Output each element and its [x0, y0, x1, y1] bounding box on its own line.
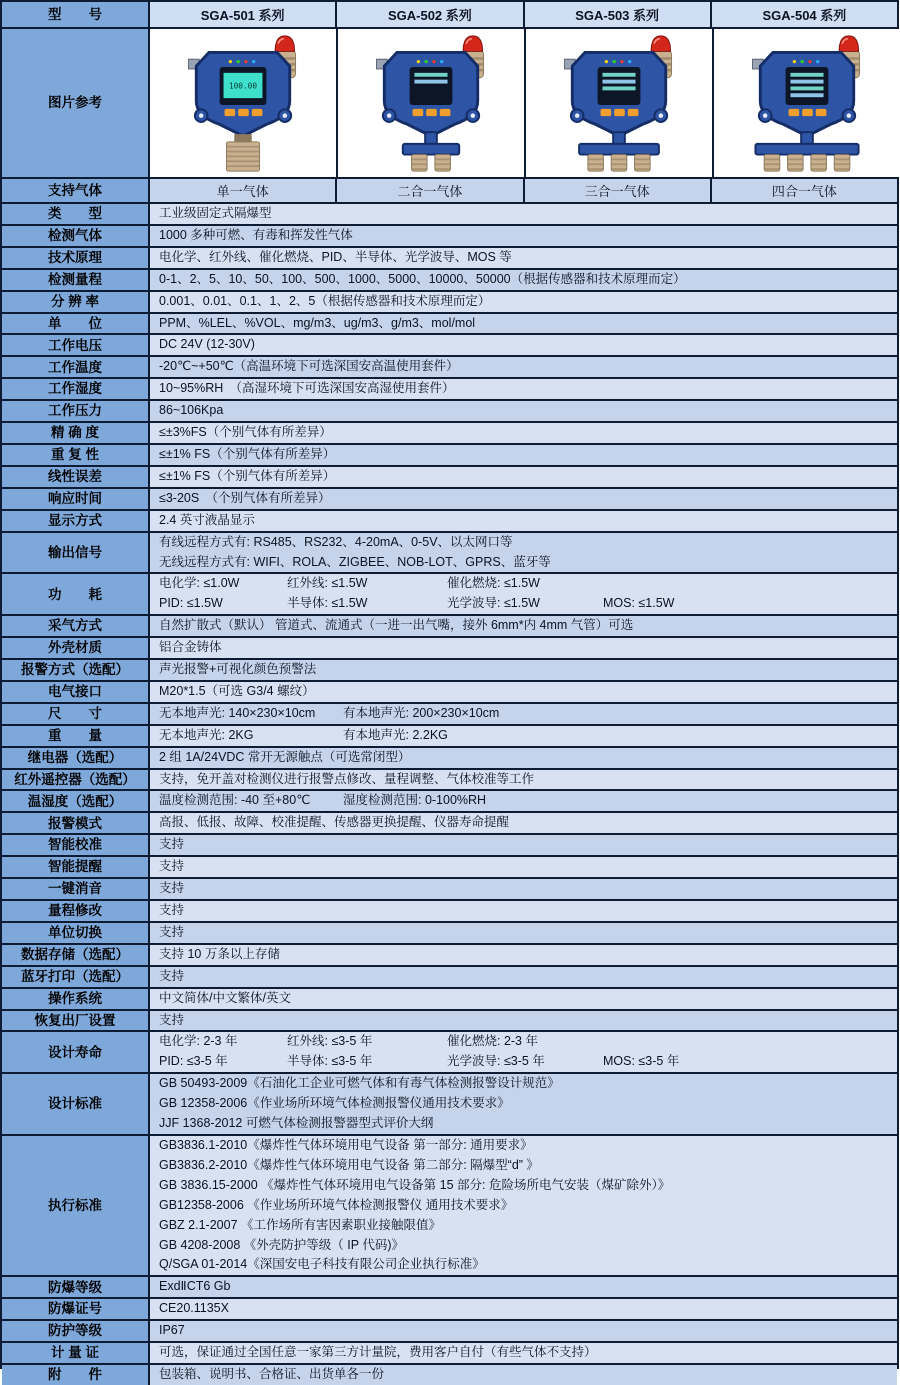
spec-row-19 [2, 638, 897, 660]
row-value [150, 989, 897, 1009]
row-value [150, 791, 897, 811]
value-segment: ≤±3%FS（个别气体有所差异） [159, 425, 332, 440]
value-segment: DC 24V (12-30V) [159, 337, 255, 352]
front-buttons [225, 109, 263, 116]
spec-row-14 [2, 489, 897, 511]
value-line [159, 1255, 893, 1275]
spec-row-15 [2, 511, 897, 533]
row-label-model: 型 号 [2, 2, 150, 27]
row-label: 外壳材质 [2, 638, 150, 658]
value-segment: PID: ≤3-5 年 [159, 1054, 228, 1069]
value-line [159, 553, 893, 573]
spec-row-35 [2, 989, 897, 1011]
gas-detector-illustration [714, 31, 900, 175]
value-segment: 支持 [159, 837, 185, 852]
row-label: 防爆证号 [2, 1299, 150, 1319]
value-segment: ExdⅡCT6 Gb [159, 1279, 231, 1294]
row-value [150, 401, 897, 421]
value-segment: PPM、%LEL、%VOL、mg/m3、ug/m3、g/m3、mol/mol [159, 315, 476, 330]
value-segment: 工业级固定式隔爆型 [159, 206, 272, 220]
value-line [159, 594, 893, 614]
value-segment: GB3836.1-2010《爆炸性气体环境用电气设备 第一部分: 通用要求》 [159, 1137, 533, 1152]
value-line [159, 1052, 893, 1072]
spec-row-5 [2, 292, 897, 314]
value-line [159, 726, 893, 746]
value-segment: 无本地声光: 2KG [159, 727, 254, 742]
row-label: 红外遥控器（选配） [2, 770, 150, 790]
row-label: 量程修改 [2, 901, 150, 921]
row-value [150, 616, 897, 636]
row-label: 防爆等级 [2, 1277, 150, 1297]
row-value [150, 835, 897, 855]
value-segment: 可选，保证通过全国任意一家第三方计量院，费用客户自付（有些气体不支持） [159, 1345, 597, 1360]
value-segment: 支持 [159, 903, 185, 917]
lcd-screen [410, 67, 453, 105]
row-label: 重 量 [2, 726, 150, 746]
value-line [159, 1236, 893, 1256]
value-segment: 支持 [159, 881, 185, 896]
value-segment: M20*1.5（可选 G3/4 螺纹） [159, 683, 315, 698]
spec-row-40 [2, 1277, 897, 1299]
row-value [150, 533, 897, 573]
value-segment: 半导体: ≤3-5 年 [287, 1054, 373, 1069]
value-segment: 支持 [159, 859, 185, 874]
value-segment: GB3836.2-2010《爆炸性气体环境用电气设备 第二部分: 隔爆型“d” 》 [159, 1157, 539, 1172]
value-line [159, 967, 893, 987]
row-label: 输出信号 [2, 533, 150, 573]
value-line [159, 660, 893, 680]
row-value [150, 489, 897, 509]
spec-row-44 [2, 1365, 897, 1385]
spec-row-31 [2, 901, 897, 923]
value-segment: GB 4208-2008 《外壳防护等级（ IP 代码)》 [159, 1237, 404, 1252]
value-line [159, 704, 893, 724]
value-line [159, 248, 893, 268]
spec-row-12 [2, 445, 897, 467]
row-label: 检测气体 [2, 226, 150, 246]
spec-row-42 [2, 1321, 897, 1343]
value-line [159, 835, 893, 855]
value-line [159, 989, 893, 1009]
value-segment: 有线远程方式有: RS485、RS232、4-20mA、0-5V、以太网口等 [159, 534, 513, 549]
spec-row-18 [2, 616, 897, 638]
model-header-sga-502: SGA-502 系列 [337, 2, 524, 27]
value-segment: 湿度检测范围: 0-100%RH [343, 793, 487, 808]
row-label: 继电器（选配） [2, 748, 150, 768]
spec-row-8 [2, 357, 897, 379]
row-value [150, 226, 897, 246]
row-value [150, 379, 897, 399]
value-line [159, 445, 893, 465]
value-line [159, 1365, 893, 1385]
value-segment: 2 组 1A/24VDC 常开无源触点（可选常闭型） [159, 749, 411, 764]
value-segment: ≤3-20S （个别气体有所差异） [159, 490, 331, 505]
spec-row-10 [2, 401, 897, 423]
row-label: 单位切换 [2, 923, 150, 943]
value-line [159, 423, 893, 443]
value-line [159, 1176, 893, 1196]
spec-row-27 [2, 813, 897, 835]
spec-row-39 [2, 1136, 897, 1277]
row-value [150, 726, 897, 746]
spec-row-43 [2, 1343, 897, 1365]
value-line [159, 1136, 893, 1156]
value-segment: 催化燃烧: 2-3 年 [447, 1034, 538, 1049]
row-label: 设计标准 [2, 1074, 150, 1134]
spec-row-37 [2, 1032, 897, 1074]
row-label: 计 量 证 [2, 1343, 150, 1363]
value-line [159, 511, 893, 531]
spec-row-29 [2, 857, 897, 879]
row-label: 电气接口 [2, 682, 150, 702]
row-value [150, 423, 897, 443]
row-value [150, 1136, 897, 1275]
supported-gas-row [2, 179, 897, 204]
model-header-sga-501: SGA-501 系列 [150, 2, 337, 27]
row-value [150, 1321, 897, 1341]
row-label: 显示方式 [2, 511, 150, 531]
value-segment: 无线远程方式有: WIFI、ROLA、ZIGBEE、NOB-LOT、GPRS、蓝牙等 [159, 554, 551, 569]
value-segment: MOS: ≤3-5 年 [603, 1054, 680, 1069]
value-line [159, 357, 893, 377]
value-line [159, 1343, 893, 1363]
value-segment: Q/SGA 01-2014《深国安电子科技有限公司企业执行标准》 [159, 1257, 485, 1272]
row-value [150, 967, 897, 987]
row-label: 智能校准 [2, 835, 150, 855]
row-label: 数据存储（选配） [2, 945, 150, 965]
row-label: 恢复出厂设置 [2, 1011, 150, 1031]
value-segment: 红外线: ≤3-5 年 [287, 1034, 373, 1049]
spec-row-20 [2, 660, 897, 682]
value-line [159, 533, 893, 553]
value-line [159, 1216, 893, 1236]
value-segment: 催化燃烧: ≤1.5W [447, 576, 540, 591]
manifold [579, 144, 659, 155]
value-line [159, 204, 893, 224]
value-segment: 有本地声光: 2.2KG [343, 727, 448, 742]
row-value [150, 1277, 897, 1297]
spec-row-13 [2, 467, 897, 489]
gas-type-3in1: 三合一气体 [525, 179, 712, 202]
row-value [150, 857, 897, 877]
spec-row-16 [2, 533, 897, 575]
value-segment: 1000 多种可燃、有毒和挥发性气体 [159, 227, 353, 242]
row-label: 响应时间 [2, 489, 150, 509]
value-line [159, 379, 893, 399]
detector-image-sga-504 [714, 29, 900, 177]
row-label: 工作电压 [2, 335, 150, 355]
value-segment: IP67 [159, 1323, 185, 1338]
value-line [159, 879, 893, 899]
value-segment: 红外线: ≤1.5W [287, 576, 368, 591]
row-label-gas: 支持气体 [2, 179, 150, 202]
value-segment: 2.4 英寸液晶显示 [159, 512, 255, 527]
detector-image-sga-503 [526, 29, 714, 177]
row-label: 分 辨 率 [2, 292, 150, 312]
value-line [159, 467, 893, 487]
row-label: 精 确 度 [2, 423, 150, 443]
spec-row-22 [2, 704, 897, 726]
value-segment: 有本地声光: 200×230×10cm [343, 705, 500, 720]
value-segment: 包装箱、说明书、合格证、出货单各一份 [159, 1366, 385, 1381]
row-label: 重 复 性 [2, 445, 150, 465]
gas-type-single: 单一气体 [150, 179, 337, 202]
value-segment: PID: ≤1.5W [159, 596, 223, 611]
value-segment: 0-1、2、5、10、50、100、500、1000、5000、10000、50000（根据传感器和技术原理而定） [159, 271, 686, 286]
value-segment: 自然扩散式（默认） 管道式、流通式（一进一出气嘴，接外 6mm*内 4mm 气管）可选 [159, 618, 634, 633]
row-value [150, 770, 897, 790]
value-line [159, 791, 893, 811]
row-value [150, 1365, 897, 1385]
spec-row-32 [2, 923, 897, 945]
spec-row-25 [2, 770, 897, 792]
value-segment: 声光报警+可视化颜色预警法 [159, 662, 317, 677]
value-line [159, 1094, 893, 1114]
value-segment: -20℃~+50℃（高温环境下可选深国安高温使用套件） [159, 359, 459, 374]
row-label: 线性误差 [2, 467, 150, 487]
value-line [159, 335, 893, 355]
value-segment: GB 12358-2006《作业场所环境气体检测报警仪通用技术要求》 [159, 1096, 510, 1111]
svg-text:100.00: 100.00 [228, 81, 258, 91]
value-line [159, 748, 893, 768]
value-line [159, 770, 893, 790]
row-value [150, 945, 897, 965]
row-label: 单 位 [2, 314, 150, 334]
value-line [159, 1074, 893, 1094]
value-segment: GB 50493-2009《石油化工企业可燃气体和有毒气体检测报警设计规范》 [159, 1076, 560, 1091]
value-segment: 光学波导: ≤1.5W [447, 596, 540, 611]
row-label: 操作系统 [2, 989, 150, 1009]
row-value [150, 1343, 897, 1363]
row-value [150, 1074, 897, 1134]
row-label-image: 图片参考 [2, 29, 150, 177]
value-segment: 支持 [159, 1012, 185, 1027]
value-line [159, 1114, 893, 1134]
row-value [150, 357, 897, 377]
row-value [150, 923, 897, 943]
row-label: 报警模式 [2, 813, 150, 833]
row-value [150, 1011, 897, 1031]
detector-image-sga-501 [150, 29, 338, 177]
manifold [403, 144, 459, 155]
lcd-screen [786, 67, 829, 105]
row-label: 附 件 [2, 1365, 150, 1385]
gas-type-4in1: 四合一气体 [712, 179, 897, 202]
row-label: 尺 寸 [2, 704, 150, 724]
row-value [150, 292, 897, 312]
gas-detector-illustration [526, 31, 712, 175]
value-segment: ≤±1% FS（个别气体有所差异） [159, 446, 336, 461]
value-line [159, 574, 893, 594]
row-value [150, 1299, 897, 1319]
value-segment: 铝合金铸体 [159, 640, 222, 655]
value-line [159, 1032, 893, 1052]
spec-row-34 [2, 967, 897, 989]
value-line [159, 226, 893, 246]
value-segment: 支持，免开盖对检测仪进行报警点修改、量程调整、气体校准等工作 [159, 771, 535, 786]
value-line [159, 270, 893, 290]
model-header-sga-504: SGA-504 系列 [712, 2, 897, 27]
value-line [159, 813, 893, 833]
row-label: 智能提醒 [2, 857, 150, 877]
spec-row-1 [2, 204, 897, 226]
value-line [159, 1321, 893, 1341]
spec-row-24 [2, 748, 897, 770]
value-segment: MOS: ≤1.5W [603, 596, 675, 611]
manifold [755, 144, 858, 155]
spec-row-41 [2, 1299, 897, 1321]
row-value [150, 314, 897, 334]
gas-detector-illustration [338, 31, 524, 175]
spec-row-21 [2, 682, 897, 704]
gas-type-2in1: 二合一气体 [337, 179, 524, 202]
detector-image-sga-502 [338, 29, 526, 177]
row-value [150, 682, 897, 702]
front-buttons [789, 109, 827, 116]
row-value [150, 660, 897, 680]
value-line [159, 945, 893, 965]
value-line [159, 638, 893, 658]
row-label: 技术原理 [2, 248, 150, 268]
value-segment: 半导体: ≤1.5W [287, 596, 368, 611]
row-label: 设计寿命 [2, 1032, 150, 1072]
value-segment: 10~95%RH （高湿环境下可选深国安高湿使用套件） [159, 381, 455, 396]
row-label: 采气方式 [2, 616, 150, 636]
value-line [159, 314, 893, 334]
value-segment: GB12358-2006 《作业场所环境气体检测报警仪 通用技术要求》 [159, 1197, 514, 1212]
row-value [150, 879, 897, 899]
value-segment: CE20.1135X [159, 1301, 229, 1316]
spec-row-33 [2, 945, 897, 967]
spec-row-28 [2, 835, 897, 857]
row-label: 一键消音 [2, 879, 150, 899]
row-value [150, 638, 897, 658]
value-segment: 电化学: ≤1.0W [159, 576, 240, 591]
row-label: 报警方式（选配） [2, 660, 150, 680]
row-value [150, 445, 897, 465]
spec-row-36 [2, 1011, 897, 1033]
value-line [159, 923, 893, 943]
value-line [159, 1011, 893, 1031]
spec-row-17 [2, 574, 897, 616]
row-label: 工作温度 [2, 357, 150, 377]
value-line [159, 1299, 893, 1319]
value-segment: 电化学: 2-3 年 [159, 1034, 238, 1049]
value-line [159, 616, 893, 636]
spec-row-3 [2, 248, 897, 270]
value-segment: 中文简体/中文繁体/英文 [159, 990, 291, 1005]
row-label: 功 耗 [2, 574, 150, 614]
spec-row-11 [2, 423, 897, 445]
value-segment: 电化学、红外线、催化燃烧、PID、半导体、光学波导、MOS 等 [159, 249, 512, 264]
spec-rows-container [2, 204, 897, 1385]
row-value [150, 270, 897, 290]
row-label: 执行标准 [2, 1136, 150, 1275]
row-value [150, 204, 897, 224]
gas-detector-illustration [150, 31, 336, 175]
value-segment: 支持 [159, 924, 185, 939]
spec-row-23 [2, 726, 897, 748]
row-label: 工作湿度 [2, 379, 150, 399]
row-label: 工作压力 [2, 401, 150, 421]
value-line [159, 401, 893, 421]
spec-row-30 [2, 879, 897, 901]
row-value [150, 813, 897, 833]
row-label: 防护等级 [2, 1321, 150, 1341]
spec-row-26 [2, 791, 897, 813]
spec-row-38 [2, 1074, 897, 1136]
value-line [159, 292, 893, 312]
value-line [159, 682, 893, 702]
spec-row-4 [2, 270, 897, 292]
spec-row-2 [2, 226, 897, 248]
lcd-screen [598, 67, 641, 105]
value-segment: 0.001、0.01、0.1、1、2、5（根据传感器和技术原理而定） [159, 293, 491, 308]
row-label: 检测量程 [2, 270, 150, 290]
value-line [159, 901, 893, 921]
value-segment: 支持 10 万条以上存储 [159, 946, 280, 961]
value-segment: 无本地声光: 140×230×10cm [159, 705, 316, 720]
row-label: 类 型 [2, 204, 150, 224]
value-line [159, 489, 893, 509]
row-value [150, 574, 897, 614]
row-label: 温湿度（选配） [2, 791, 150, 811]
front-buttons [601, 109, 639, 116]
row-value [150, 748, 897, 768]
value-line [159, 857, 893, 877]
value-line [159, 1156, 893, 1176]
row-value [150, 248, 897, 268]
spec-row-6 [2, 314, 897, 336]
spec-row-7 [2, 335, 897, 357]
value-segment: GB 3836.15-2000 《爆炸性气体环境用电气设备第 15 部分: 危险场所电气安装（煤矿除外）》 [159, 1177, 671, 1192]
value-segment: 温度检测范围: -40 至+80℃ [159, 793, 311, 808]
value-segment: JJF 1368-2012 可燃气体检测报警器型式评价大纲 [159, 1116, 434, 1131]
row-value [150, 901, 897, 921]
row-value [150, 704, 897, 724]
value-segment: ≤±1% FS（个别气体有所差异） [159, 468, 336, 483]
value-segment: 86~106Kpa [159, 403, 224, 418]
header-row [2, 2, 897, 29]
value-line [159, 1196, 893, 1216]
value-line [159, 1277, 893, 1297]
value-segment: GBZ 2.1-2007 《工作场所有害因素职业接触限值》 [159, 1217, 441, 1232]
row-value [150, 335, 897, 355]
image-reference-row [2, 29, 897, 179]
row-label: 蓝牙打印（选配） [2, 967, 150, 987]
row-value [150, 1032, 897, 1072]
model-header-sga-503: SGA-503 系列 [525, 2, 712, 27]
value-segment: 高报、低报、故障、校准提醒、传感器更换提醒、仪器寿命提醒 [159, 815, 510, 830]
value-segment: 支持 [159, 968, 185, 983]
row-value [150, 467, 897, 487]
spec-row-9 [2, 379, 897, 401]
front-buttons [413, 109, 451, 116]
row-value [150, 511, 897, 531]
value-segment: 光学波导: ≤3-5 年 [447, 1054, 545, 1069]
